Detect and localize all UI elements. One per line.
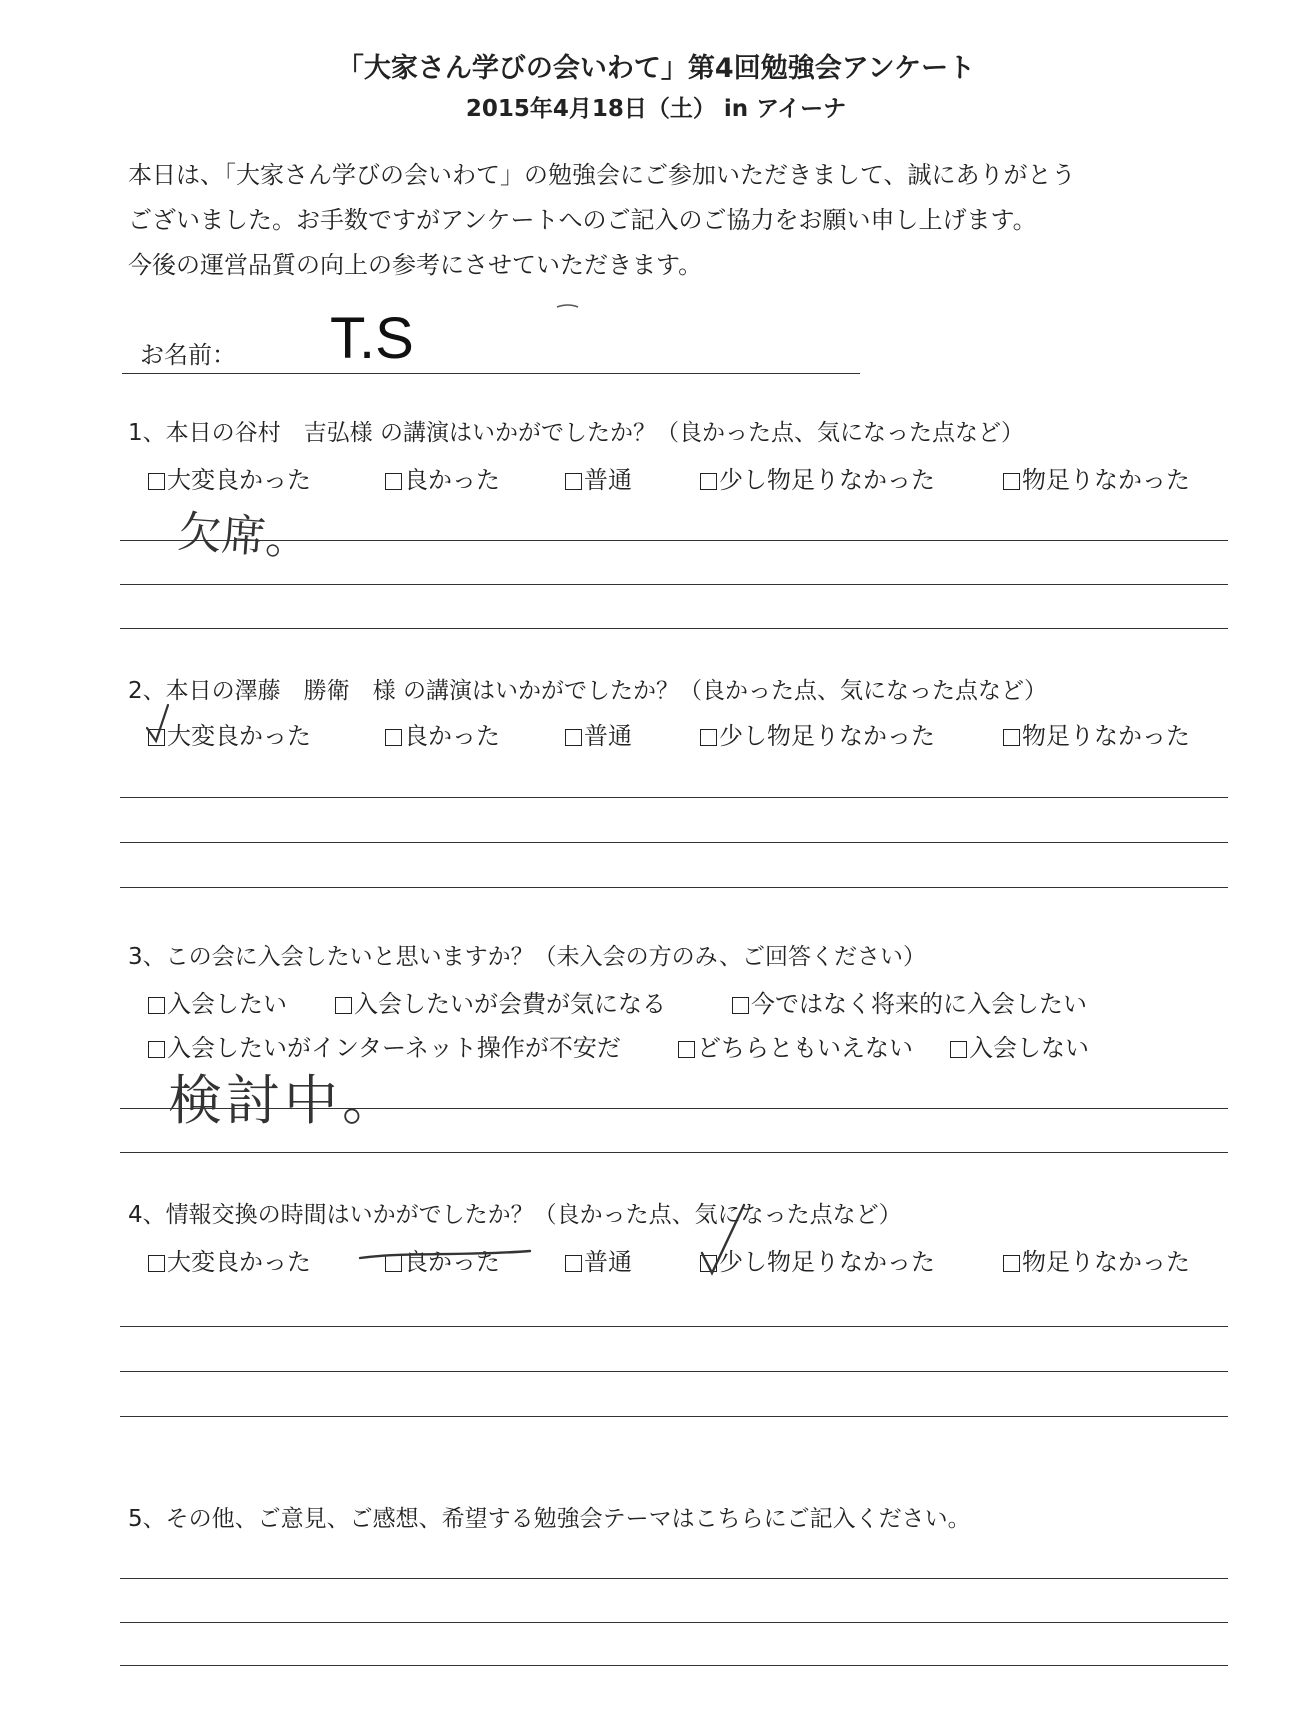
checkbox[interactable] [385,1255,402,1272]
checkbox[interactable] [700,729,717,746]
q5-answer-line-3 [120,1665,1228,1666]
q1-option-1[interactable]: 大変良かった [148,460,311,495]
q2-answer-line-3 [120,887,1228,888]
checkbox[interactable] [1003,473,1020,490]
name-value[interactable]: T.S [330,306,414,371]
checkbox[interactable] [1003,1255,1020,1272]
checkbox[interactable] [678,1041,695,1058]
checkbox[interactable] [565,1255,582,1272]
q1-answer-line-1 [120,540,1228,541]
q2-answer-line-2 [120,842,1228,843]
q5-answer-line-1 [120,1578,1228,1579]
q2-option-3[interactable]: 普通 [565,716,632,751]
checkbox[interactable] [385,729,402,746]
q4-question: 4、情報交換の時間はいかがでしたか？（良かった点、気になった点など） [128,1202,902,1228]
stray-mark [557,305,578,307]
survey-title: 「大家さん学びの会いわて」第4回勉強会アンケート [336,53,976,84]
q2-option-2[interactable]: 良かった [385,716,500,751]
q3-handwritten-answer[interactable]: 検討中。 [168,1069,400,1132]
checkbox[interactable] [1003,729,1020,746]
name-label: お名前： [140,341,236,369]
q2-question: 2、本日の澤藤 勝衛 様 の講演はいかがでしたか？（良かった点、気になった点など） [128,678,1047,704]
q3-option-6[interactable]: 入会しない [950,1028,1089,1063]
q2-answer-line-1 [120,797,1228,798]
q4-answer-line-1 [120,1326,1228,1327]
q4-option-2-struck[interactable]: 良かった [385,1242,500,1277]
q3-option-4[interactable]: 入会したいがインターネット操作が不安だ [148,1028,621,1063]
q4-option-3[interactable]: 普通 [565,1242,632,1277]
intro-line-3: 今後の運営品質の向上の参考にさせていただきます。 [128,251,703,279]
checkbox[interactable] [148,1255,165,1272]
q5-question: 5、その他、ご意見、ご感想、希望する勉強会テーマはこちらにご記入ください。 [128,1506,971,1532]
q1-answer-line-3 [120,628,1228,629]
checkbox-checked[interactable] [148,729,165,746]
q1-answer-line-2 [120,584,1228,585]
checkbox[interactable] [148,1041,165,1058]
q1-option-4[interactable]: 少し物足りなかった [700,460,935,495]
checkbox[interactable] [950,1041,967,1058]
q3-option-5[interactable]: どちらともいえない [678,1028,913,1063]
q3-option-2[interactable]: 入会したいが会費が気になる [335,984,666,1019]
checkbox[interactable] [565,729,582,746]
q4-option-4[interactable]: 少し物足りなかった [700,1242,935,1277]
q5-answer-line-2 [120,1622,1228,1623]
survey-date-venue: 2015年4月18日（土） in アイーナ [465,96,847,122]
q2-option-1[interactable]: 大変良かった [148,716,311,751]
q2-option-4[interactable]: 少し物足りなかった [700,716,935,751]
q1-option-3[interactable]: 普通 [565,460,632,495]
intro-line-1: 本日は、「大家さん学びの会いわて」の勉強会にご参加いただきまして、誠にありがとう [128,161,1076,189]
q3-answer-line-2 [120,1152,1228,1153]
q1-option-5[interactable]: 物足りなかった [1003,460,1190,495]
name-underline [122,373,860,374]
q3-option-3[interactable]: 今ではなく将来的に入会したい [732,984,1087,1019]
checkbox[interactable] [385,473,402,490]
q3-option-1[interactable]: 入会したい [148,984,287,1019]
q4-option-1[interactable]: 大変良かった [148,1242,311,1277]
q1-handwritten-answer[interactable]: 欠席。 [176,506,312,567]
checkbox-checked[interactable] [700,1255,717,1272]
checkbox[interactable] [565,473,582,490]
checkbox[interactable] [148,473,165,490]
q3-question: 3、この会に入会したいと思いますか？（未入会の方のみ、ご回答ください） [128,944,927,970]
q4-answer-line-2 [120,1371,1228,1372]
checkbox[interactable] [335,997,352,1014]
q1-option-2[interactable]: 良かった [385,460,500,495]
q4-option-5[interactable]: 物足りなかった [1003,1242,1190,1277]
checkbox[interactable] [732,997,749,1014]
q2-option-5[interactable]: 物足りなかった [1003,716,1190,751]
q1-question: 1、本日の谷村 吉弘様 の講演はいかがでしたか？（良かった点、気になった点など） [128,420,1024,446]
q4-answer-line-3 [120,1416,1228,1417]
q3-answer-line-1 [120,1108,1228,1109]
checkbox[interactable] [700,473,717,490]
checkbox[interactable] [148,997,165,1014]
intro-line-2: ございました。お手数ですがアンケートへのご記入のご協力をお願い申し上げます。 [128,206,1037,234]
